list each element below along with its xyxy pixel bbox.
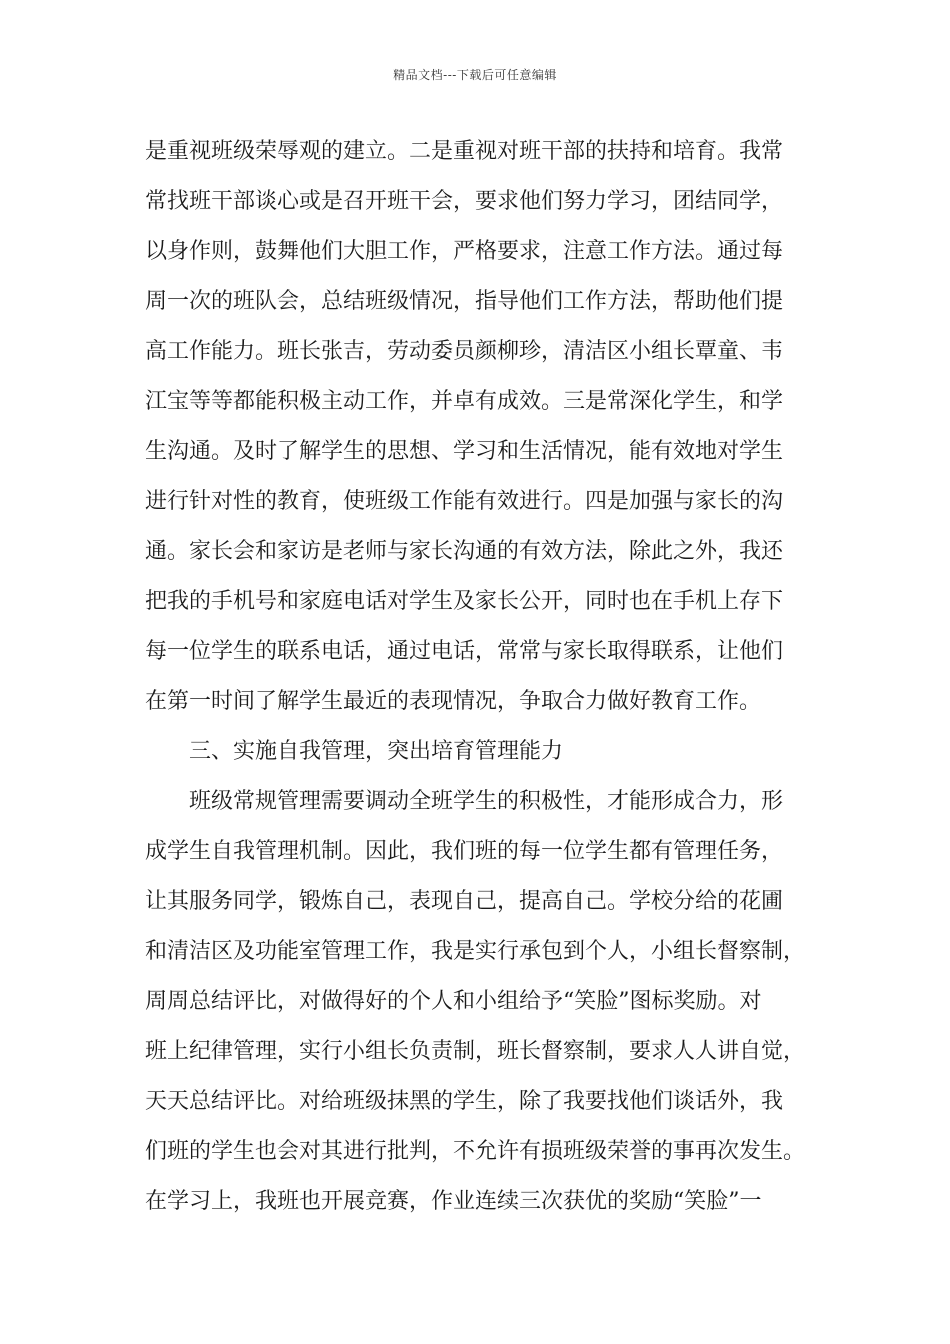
- document-body: [145, 132, 825, 1232]
- section-heading: 三、实施自我管理，突出培育管理能力: [189, 739, 564, 764]
- text-line: 在学习上，我班也开展竞赛，作业连续三次获优的奖励“笑脸”一: [145, 1189, 762, 1214]
- text-line: 以身作则，鼓舞他们大胆工作，严格要求，注意工作方法。通过每: [145, 239, 784, 264]
- text-line: 江宝等等都能积极主动工作，并卓有成效。三是常深化学生，和学: [145, 389, 784, 414]
- text-line: 生沟通。及时了解学生的思想、学习和生活情况，能有效地对学生: [145, 439, 784, 464]
- text-line: 通。家长会和家访是老师与家长沟通的有效方法，除此之外，我还: [145, 539, 784, 564]
- text-line: 周一次的班队会，总结班级情况，指导他们工作方法，帮助他们提: [145, 289, 784, 314]
- text-line: 高工作能力。班长张吉，劳动委员颜柳珍，清洁区小组长覃童、韦: [145, 339, 784, 364]
- text-line: 天天总结评比。对给班级抹黑的学生，除了我要找他们谈话外，我: [145, 1089, 784, 1114]
- page-header: 精品文档---下载后可任意编辑: [393, 68, 557, 82]
- text-line: 班上纪律管理，实行小组长负责制，班长督察制，要求人人讲自觉，: [145, 1039, 806, 1064]
- text-line: 在第一时间了解学生最近的表现情况，争取合力做好教育工作。: [145, 689, 762, 714]
- text-line: 让其服务同学，锻炼自己，表现自己，提高自己。学校分给的花圃: [145, 889, 784, 914]
- text-line: 把我的手机号和家庭电话对学生及家长公开，同时也在手机上存下: [145, 589, 784, 614]
- text-line: 常找班干部谈心或是召开班干会，要求他们努力学习，团结同学，: [145, 189, 784, 214]
- text-line: 班级常规管理需要调动全班学生的积极性，才能形成合力，形: [189, 789, 784, 814]
- text-line: 每一位学生的联系电话，通过电话，常常与家长取得联系，让他们: [145, 639, 784, 664]
- text-line: 成学生自我管理机制。因此，我们班的每一位学生都有管理任务，: [145, 839, 784, 864]
- text-line: 是重视班级荣辱观的建立。二是重视对班干部的扶持和培育。我常: [145, 139, 784, 164]
- text-line: 和清洁区及功能室管理工作，我是实行承包到个人，小组长督察制，: [145, 939, 806, 964]
- text-line: 们班的学生也会对其进行批判，不允许有损班级荣誉的事再次发生。: [145, 1139, 806, 1164]
- text-line: 周周总结评比，对做得好的个人和小组给予“笑脸”图标奖励。对: [145, 989, 762, 1014]
- text-line: 进行针对性的教育，使班级工作能有效进行。四是加强与家长的沟: [145, 489, 784, 514]
